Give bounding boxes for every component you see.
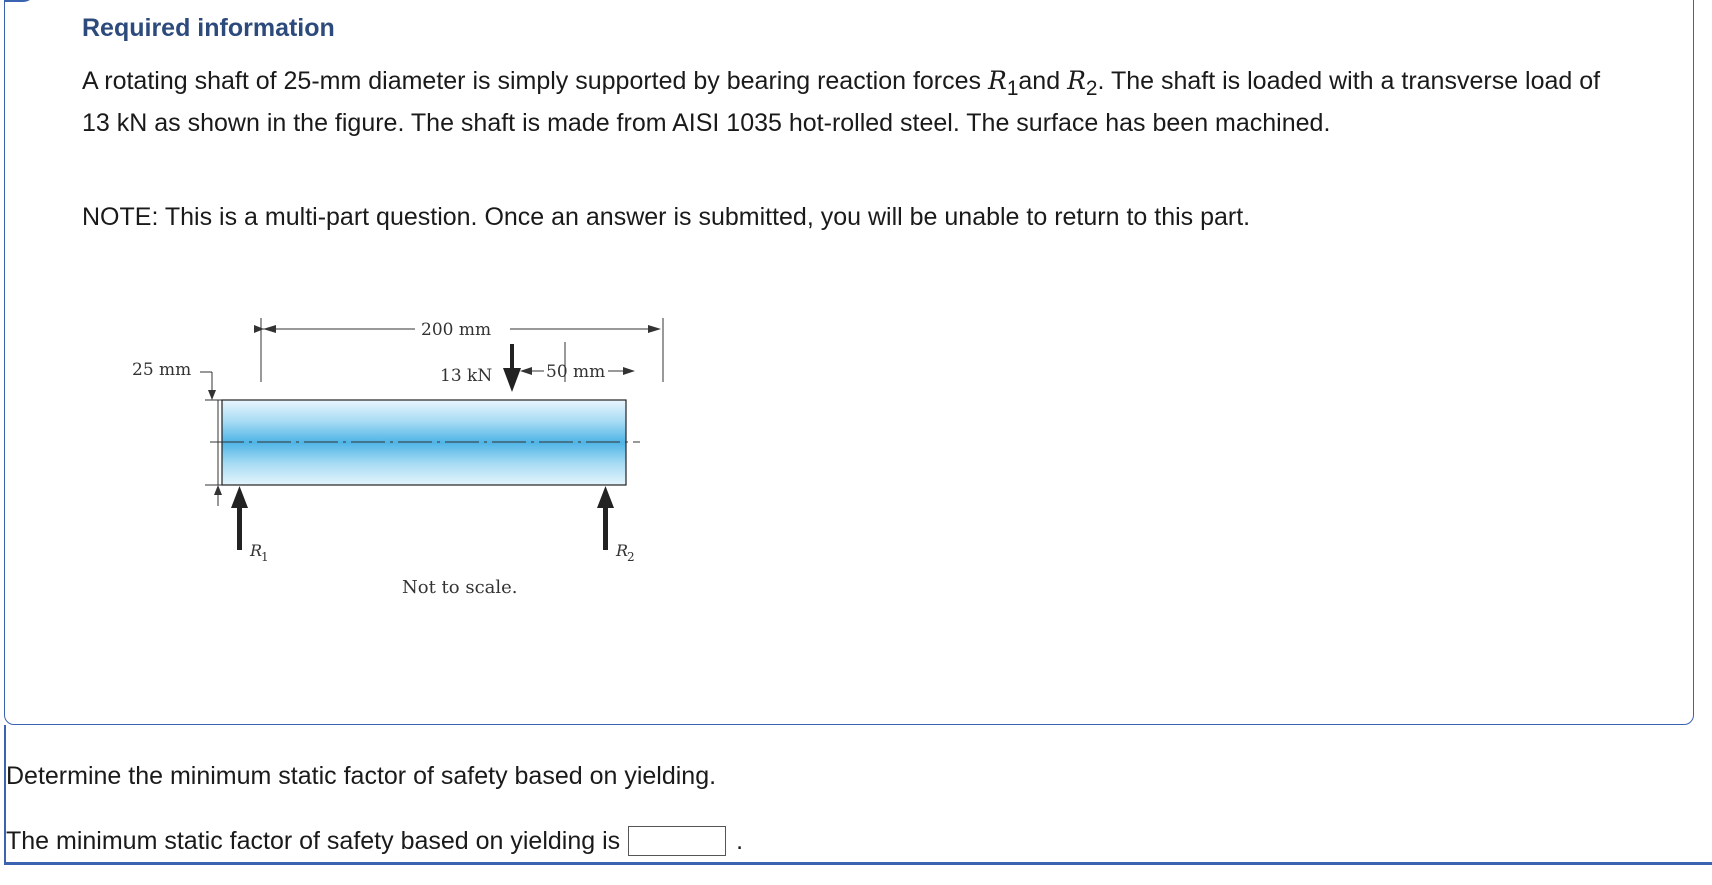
intro-text-end: . The shaft is loaded with a transverse load of 13 kN as shown in the figure. The shaft is made from AISI 1035 hot-rolled steel. The surface has been machined. (82, 67, 1601, 137)
shaft-figure (120, 310, 720, 610)
diameter-arrowhead-bottom (214, 485, 222, 495)
answer-label: The minimum static factor of safety based on yielding is (6, 826, 621, 855)
question-bottom-rule (4, 862, 1712, 865)
multi-part-note: NOTE: This is a multi-part question. Once an answer is submitted, you will be unable to return to this part. (82, 203, 1251, 231)
problem-statement (82, 64, 1622, 140)
span-arrowhead-right (648, 325, 661, 333)
panel-corner-accent (5, 0, 36, 2)
r2-subscript: 2 (1085, 77, 1098, 100)
not-to-scale-note: Not to scale. (402, 577, 518, 598)
intro-text-and: and (1018, 67, 1068, 95)
r1-symbol: R (987, 66, 1007, 95)
figure-r1-subscript: 1 (261, 550, 269, 564)
figure-r1-symbol: R (250, 541, 263, 560)
load-arrowhead (503, 368, 521, 392)
figure-r2-symbol: R (616, 541, 629, 560)
factor-of-safety-input[interactable] (628, 826, 726, 856)
answer-suffix: . (736, 826, 744, 855)
load-label: 13 kN (440, 366, 493, 386)
span-dimension-label: 200 mm (421, 320, 492, 340)
r1-arrow-shaft (237, 506, 242, 550)
answer-row (6, 826, 743, 856)
load-arrow-shaft (510, 344, 514, 372)
figure-r2-subscript: 2 (627, 550, 635, 564)
offset-dimension-label: 50 mm (546, 362, 606, 382)
diameter-label: 25 mm (132, 360, 192, 380)
intro-text-start: A rotating shaft of 25-mm diameter is simply supported by bearing reaction forces (82, 67, 988, 95)
question-prompt: Determine the minimum static factor of safety based on yielding. (6, 762, 717, 790)
span-arrowhead-left (263, 325, 276, 333)
r1-subscript: 1 (1006, 77, 1019, 100)
r2-symbol: R (1067, 66, 1086, 95)
offset-arrowhead-right (623, 367, 635, 375)
panel-title: Required information (82, 14, 335, 42)
r2-arrowhead (597, 486, 614, 508)
r1-arrowhead (231, 486, 248, 508)
r2-arrow-shaft (603, 506, 608, 550)
diameter-arrowhead-top (208, 390, 216, 400)
offset-arrowhead-left (520, 367, 532, 375)
